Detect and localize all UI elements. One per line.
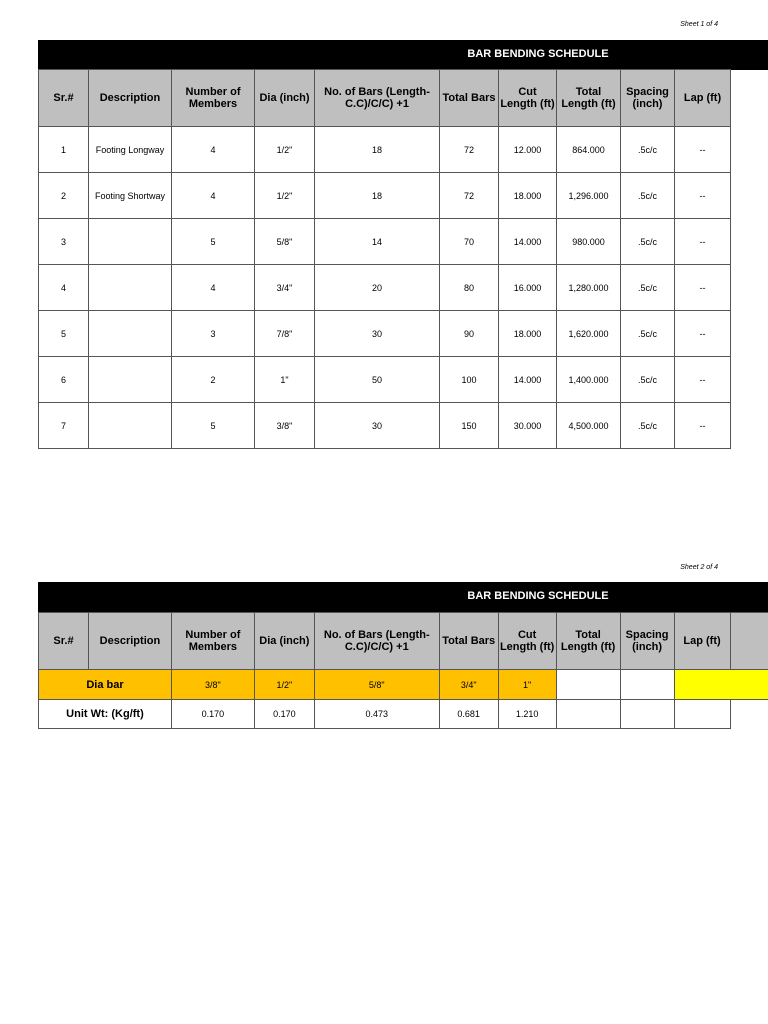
cell-spacing: .5c/c <box>621 219 675 265</box>
header-description: Description <box>88 613 171 670</box>
unit-weight-value: 0.170 <box>254 700 314 729</box>
dia-value: 1" <box>498 670 556 700</box>
cell-cut-length: 14.000 <box>499 357 557 403</box>
cell-bars: 30 <box>315 311 440 357</box>
table-row <box>39 357 731 403</box>
header-cut-length: Cut Length (ft) <box>498 613 556 670</box>
cell-dia: 3/8" <box>255 403 315 449</box>
header-sr: Sr.# <box>39 613 89 670</box>
header-dia: Dia (inch) <box>255 70 315 127</box>
cell-spacing: .5c/c <box>621 357 675 403</box>
cell-lap: -- <box>675 127 731 173</box>
cell-description <box>89 265 172 311</box>
cell-spacing: .5c/c <box>621 173 675 219</box>
header-total-length: Total Length (ft) <box>557 70 621 127</box>
header-members: Number of Members <box>171 613 254 670</box>
cell-description <box>89 311 172 357</box>
cell-bars: 50 <box>315 357 440 403</box>
cell-sr: 5 <box>39 311 89 357</box>
sheet-1-label: Sheet 1 of 4 <box>680 21 718 28</box>
cell-members: 4 <box>172 265 255 311</box>
sheet-2-label: Sheet 2 of 4 <box>680 564 718 571</box>
dia-value: 1/2" <box>254 670 314 700</box>
cell-sr: 2 <box>39 173 89 219</box>
unit-weight-value: 0.170 <box>171 700 254 729</box>
cell-dia: 1/2" <box>255 173 315 219</box>
dia-value: 3/8" <box>171 670 254 700</box>
unit-weight-row <box>39 700 768 729</box>
cell-members: 4 <box>172 173 255 219</box>
cell-cut-length: 12.000 <box>499 127 557 173</box>
header-total-bars: Total Bars <box>440 70 499 127</box>
cell-dia: 7/8" <box>255 311 315 357</box>
header-total-bars: Total Bars <box>439 613 498 670</box>
empty-cell <box>620 670 674 700</box>
cell-description <box>89 357 172 403</box>
cell-bars: 14 <box>315 219 440 265</box>
cell-cut-length: 14.000 <box>499 219 557 265</box>
header-no-of-bars: No. of Bars (Length-C.C)/C/C) +1 <box>315 70 440 127</box>
cell-dia: 1" <box>255 357 315 403</box>
cell-total-length: 980.000 <box>557 219 621 265</box>
cell-total-length: 1,296.000 <box>557 173 621 219</box>
cell-lap: -- <box>675 265 731 311</box>
cell-sr: 1 <box>39 127 89 173</box>
header-spacing: Spacing (inch) <box>621 70 675 127</box>
cell-total-bars: 70 <box>440 219 499 265</box>
sheet-2-title-bar <box>38 582 768 612</box>
cell-dia: 5/8" <box>255 219 315 265</box>
cell-lap: -- <box>675 173 731 219</box>
cell-members: 2 <box>172 357 255 403</box>
cell-total-length: 1,620.000 <box>557 311 621 357</box>
cell-bars: 20 <box>315 265 440 311</box>
cell-total-bars: 72 <box>440 127 499 173</box>
cell-spacing: .5c/c <box>621 265 675 311</box>
cell-total-length: 1,280.000 <box>557 265 621 311</box>
cell-members: 4 <box>172 127 255 173</box>
empty-cell <box>556 670 620 700</box>
cell-dia: 3/4" <box>255 265 315 311</box>
cell-lap: -- <box>675 403 731 449</box>
cell-members: 3 <box>172 311 255 357</box>
dia-value: 5/8" <box>314 670 439 700</box>
sheet-1-title: BAR BENDING SCHEDULE <box>467 48 609 60</box>
unit-weight-value: 1.210 <box>498 700 556 729</box>
header-sr: Sr.# <box>39 70 89 127</box>
cell-members: 5 <box>172 219 255 265</box>
cell-description <box>89 219 172 265</box>
blank-cell <box>730 700 768 729</box>
cell-total-length: 4,500.000 <box>557 403 621 449</box>
sheet-1-title-bar <box>38 40 768 70</box>
header-dia: Dia (inch) <box>254 613 314 670</box>
table-row <box>39 127 731 173</box>
table-row <box>39 311 731 357</box>
header-row <box>39 70 731 127</box>
sheet-2-title: BAR BENDING SCHEDULE <box>467 590 609 602</box>
cell-sr: 3 <box>39 219 89 265</box>
cell-description <box>89 403 172 449</box>
cell-total-length: 864.000 <box>557 127 621 173</box>
empty-cell <box>556 700 620 729</box>
cell-cut-length: 18.000 <box>499 311 557 357</box>
cell-cut-length: 18.000 <box>499 173 557 219</box>
header-lap: Lap (ft) <box>675 70 731 127</box>
cell-total-bars: 100 <box>440 357 499 403</box>
cell-lap: -- <box>675 311 731 357</box>
table-row <box>39 173 731 219</box>
highlight-cell <box>674 670 768 700</box>
cell-description: Footing Shortway <box>89 173 172 219</box>
unit-weight-value: 0.681 <box>439 700 498 729</box>
header-description: Description <box>89 70 172 127</box>
cell-bars: 18 <box>315 127 440 173</box>
cell-total-bars: 90 <box>440 311 499 357</box>
bar-bending-schedule-table-1 <box>38 69 731 449</box>
dia-bar-row <box>39 670 768 700</box>
cell-bars: 18 <box>315 173 440 219</box>
table-row <box>39 265 731 311</box>
table-row <box>39 219 731 265</box>
header-no-of-bars: No. of Bars (Length-C.C)/C/C) +1 <box>314 613 439 670</box>
cell-lap: -- <box>675 219 731 265</box>
cell-spacing: .5c/c <box>621 403 675 449</box>
header-lap: Lap (ft) <box>674 613 730 670</box>
header-spacing: Spacing (inch) <box>620 613 674 670</box>
unit-weight-label: Unit Wt: (Kg/ft) <box>39 700 172 729</box>
cell-lap: -- <box>675 357 731 403</box>
cell-total-bars: 72 <box>440 173 499 219</box>
cell-description: Footing Longway <box>89 127 172 173</box>
unit-weight-value: 0.473 <box>314 700 439 729</box>
cell-spacing: .5c/c <box>621 127 675 173</box>
cell-total-bars: 80 <box>440 265 499 311</box>
cell-sr: 7 <box>39 403 89 449</box>
header-members: Number of Members <box>172 70 255 127</box>
cell-total-bars: 150 <box>440 403 499 449</box>
cell-members: 5 <box>172 403 255 449</box>
cell-sr: 4 <box>39 265 89 311</box>
header-extra <box>730 613 768 670</box>
cell-bars: 30 <box>315 403 440 449</box>
cell-sr: 6 <box>39 357 89 403</box>
dia-bar-label: Dia bar <box>39 670 172 700</box>
empty-cell <box>620 700 674 729</box>
dia-value: 3/4" <box>439 670 498 700</box>
bar-bending-schedule-table-2 <box>38 612 768 729</box>
cell-cut-length: 16.000 <box>499 265 557 311</box>
cell-cut-length: 30.000 <box>499 403 557 449</box>
table-row <box>39 403 731 449</box>
cell-spacing: .5c/c <box>621 311 675 357</box>
empty-cell <box>674 700 730 729</box>
header-total-length: Total Length (ft) <box>556 613 620 670</box>
header-row <box>39 613 768 670</box>
cell-total-length: 1,400.000 <box>557 357 621 403</box>
cell-dia: 1/2" <box>255 127 315 173</box>
header-cut-length: Cut Length (ft) <box>499 70 557 127</box>
